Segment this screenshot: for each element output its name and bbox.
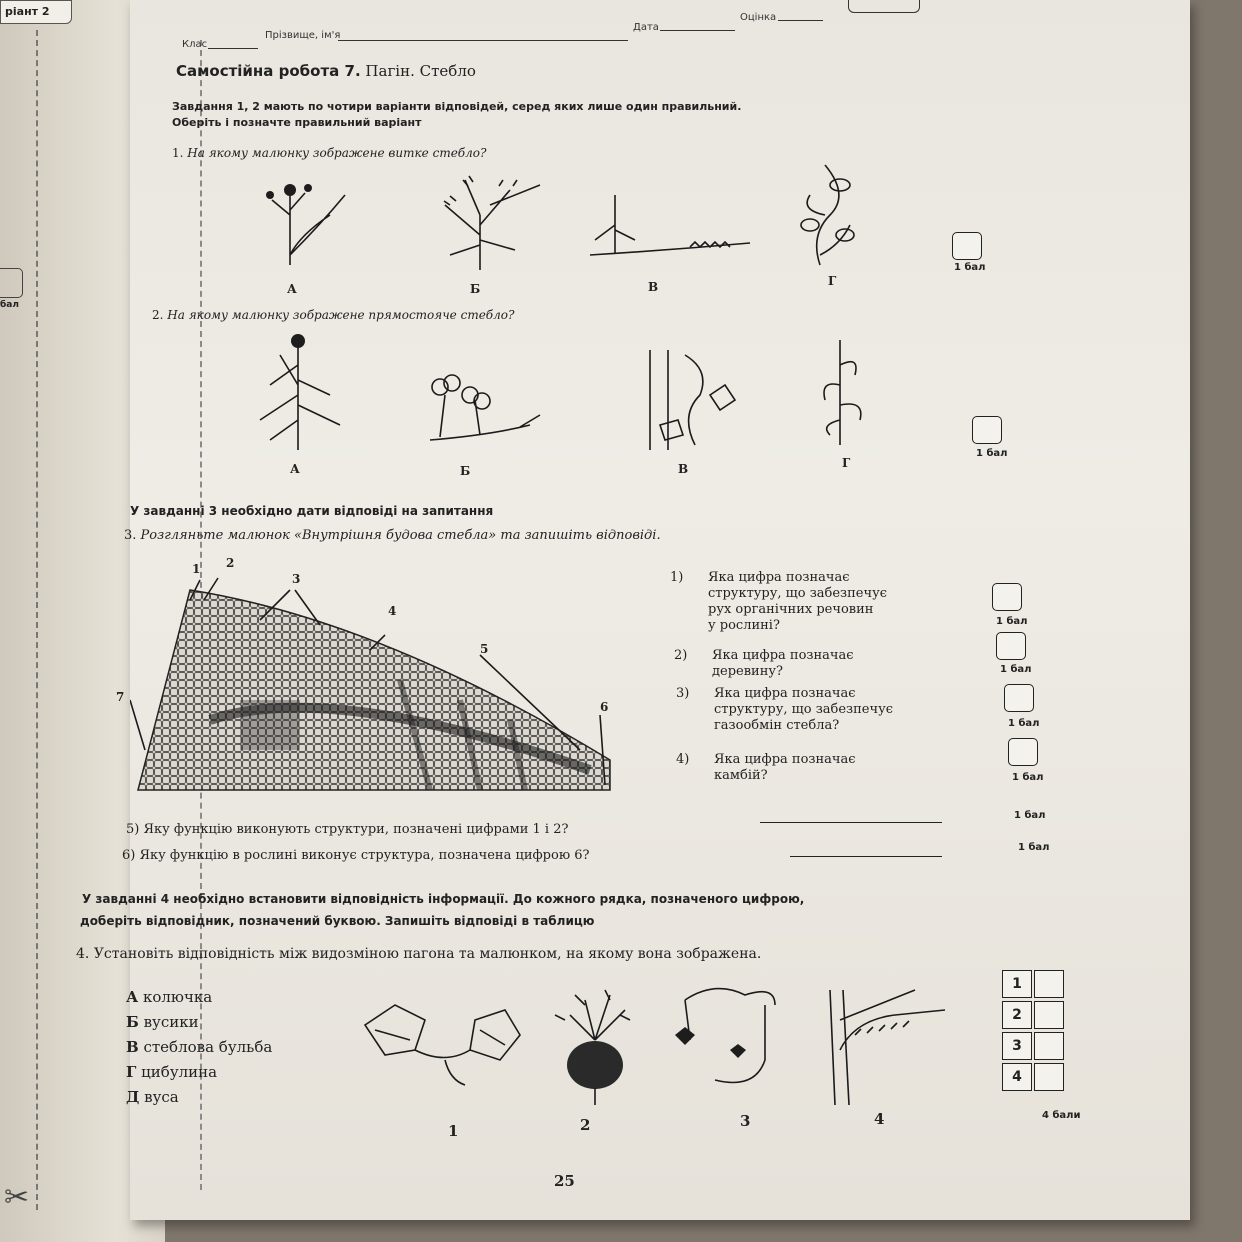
q4-option-e-letter: Д bbox=[126, 1088, 140, 1106]
question-1-plants bbox=[250, 155, 890, 280]
q3-sub-2 bbox=[674, 648, 854, 680]
q3-sub-2-number: 2) bbox=[674, 648, 688, 663]
q4-table-row-4-number: 4 bbox=[1002, 1063, 1032, 1091]
plant-c-icon bbox=[590, 195, 750, 255]
q4-table-row-1 bbox=[1002, 970, 1064, 998]
q3-question-5 bbox=[126, 822, 568, 838]
q3-sub-1-line-3: рух органічних речовин bbox=[708, 602, 874, 617]
question-2-plants bbox=[240, 325, 880, 455]
diagram-label-3: 3 bbox=[292, 572, 301, 586]
diagram-label-5: 5 bbox=[480, 642, 489, 656]
q1-points: 1 бал bbox=[954, 262, 986, 273]
left-page-cut-line bbox=[36, 30, 38, 1210]
instruction-1: Завдання 1, 2 мають по чотири варіанти відповідей, серед яких лише один правильний. bbox=[172, 100, 742, 113]
instruction-4b: доберіть відповідник, позначений буквою. Запишіть відповіді в таблицю bbox=[80, 914, 595, 928]
q2-label-b: Б bbox=[460, 464, 471, 478]
left-page-points: бал bbox=[0, 300, 19, 310]
q3-sub-3 bbox=[676, 686, 893, 734]
q3-sub-2-line-2: деревину? bbox=[712, 664, 783, 679]
plant-d-icon bbox=[801, 165, 854, 265]
q4-answer-table bbox=[1002, 970, 1064, 1091]
q4-option-e bbox=[126, 1085, 272, 1110]
q4-options bbox=[126, 985, 272, 1110]
q3-sub-3-line-3: газообмін стебла? bbox=[714, 718, 840, 733]
q4-option-b-text: вусики bbox=[143, 1013, 199, 1031]
grade-label: Оцінка bbox=[740, 12, 777, 23]
q3-sub-4-number: 4) bbox=[676, 752, 690, 767]
diagram-label-7: 7 bbox=[116, 690, 125, 704]
q4-option-d bbox=[126, 1060, 272, 1085]
q3-sub-3-points: 1 бал bbox=[1008, 718, 1040, 729]
date-label: Дата bbox=[633, 22, 659, 33]
q3-sub-1-line-1: Яка цифра позначає bbox=[708, 570, 850, 585]
q3-sub-4-points: 1 бал bbox=[1012, 772, 1044, 783]
q4-pic-2-icon bbox=[555, 990, 630, 1105]
q4-table-row-3 bbox=[1002, 1032, 1064, 1060]
q3-question-6 bbox=[122, 848, 590, 864]
q3-sub-4-line-2: камбій? bbox=[714, 768, 768, 783]
plant-2a-icon bbox=[260, 334, 340, 450]
q4-option-d-letter: Г bbox=[126, 1063, 137, 1081]
q3-sub-1 bbox=[670, 570, 887, 634]
q6-points: 1 бал bbox=[1018, 842, 1050, 853]
q4-pic-3-icon bbox=[675, 989, 775, 1083]
q3-sub-1-answer-box[interactable] bbox=[992, 583, 1022, 611]
page-title bbox=[176, 62, 476, 80]
q3-sub-2-answer-box[interactable] bbox=[996, 632, 1026, 660]
q3-sub-2-line-1: Яка цифра позначає bbox=[712, 648, 854, 663]
question-2-text: На якому малюнку зображене прямостояче стебло? bbox=[167, 308, 515, 322]
q2-label-d: Г bbox=[842, 456, 851, 470]
plant-b-icon bbox=[444, 176, 540, 270]
class-field[interactable] bbox=[208, 48, 258, 49]
question-2-number: 2. bbox=[152, 308, 164, 322]
instruction-3: У завданні 3 необхідно дати відповіді на запитання bbox=[130, 504, 494, 518]
stem-structure-diagram bbox=[130, 560, 640, 800]
q2-label-a: А bbox=[290, 462, 300, 476]
q4-pic-1-icon bbox=[365, 1005, 520, 1085]
q6-answer-line[interactable] bbox=[790, 856, 942, 857]
q6-number: 6) bbox=[122, 848, 136, 863]
title-bold: Самостійна робота 7. bbox=[176, 62, 361, 80]
q4-option-c-letter: В bbox=[126, 1038, 139, 1056]
q4-option-d-text: цибулина bbox=[141, 1063, 218, 1081]
left-page-variant-tab: ріант 2 bbox=[0, 0, 72, 24]
q4-pictures bbox=[355, 980, 955, 1110]
plant-2b-icon bbox=[430, 375, 540, 440]
q4-option-c bbox=[126, 1035, 272, 1060]
q4-points: 4 бали bbox=[1042, 1110, 1081, 1121]
q4-pic-4-icon bbox=[830, 990, 945, 1105]
diagram-label-1: 1 bbox=[192, 562, 201, 576]
q1-label-b: Б bbox=[470, 282, 481, 296]
plant-2c-icon bbox=[650, 350, 735, 450]
q2-answer-box[interactable] bbox=[972, 416, 1002, 444]
q3-sub-2-points: 1 бал bbox=[1000, 664, 1032, 675]
q4-pic-label-3: 3 bbox=[740, 1112, 751, 1130]
q4-table-row-2 bbox=[1002, 1001, 1064, 1029]
question-2 bbox=[152, 308, 514, 322]
question-4-number: 4. bbox=[76, 946, 90, 962]
q4-table-row-3-number: 3 bbox=[1002, 1032, 1032, 1060]
q3-sub-1-line-2: структуру, що забезпечує bbox=[708, 586, 888, 601]
question-4-text: Установіть відповідність між видозміною пагона та малюнком, на якому вона зображена. bbox=[93, 946, 762, 962]
q4-table-row-3-answer[interactable] bbox=[1034, 1032, 1064, 1060]
q2-points: 1 бал bbox=[976, 448, 1008, 459]
q4-table-row-2-number: 2 bbox=[1002, 1001, 1032, 1029]
q4-table-row-2-answer[interactable] bbox=[1034, 1001, 1064, 1029]
date-field[interactable] bbox=[660, 30, 735, 31]
q5-points: 1 бал bbox=[1014, 810, 1046, 821]
grade-field[interactable] bbox=[778, 20, 823, 21]
q3-sub-3-line-2: структуру, що забезпечує bbox=[714, 702, 894, 717]
question-3-number: 3. bbox=[124, 528, 137, 543]
q4-option-a-text: колючка bbox=[143, 988, 213, 1006]
plant-2d-icon bbox=[824, 340, 861, 445]
question-4 bbox=[76, 946, 761, 962]
q4-option-a bbox=[126, 985, 272, 1010]
q3-sub-3-answer-box[interactable] bbox=[1004, 684, 1034, 712]
q4-option-b bbox=[126, 1010, 272, 1035]
q5-text: Яку функцію виконують структури, позначені цифрами 1 і 2? bbox=[143, 822, 569, 837]
q5-answer-line[interactable] bbox=[760, 822, 942, 823]
q3-sub-1-line-4: у рослині? bbox=[708, 618, 780, 633]
q4-pic-label-1: 1 bbox=[448, 1122, 459, 1140]
diagram-label-2: 2 bbox=[226, 556, 235, 570]
q4-option-b-letter: Б bbox=[126, 1013, 139, 1031]
q4-table-row-1-number: 1 bbox=[1002, 970, 1032, 998]
q4-pic-label-4: 4 bbox=[874, 1110, 885, 1128]
q6-text: Яку функцію в рослині виконує структура, позначена цифрою 6? bbox=[139, 848, 590, 863]
worksheet-page bbox=[76, 0, 1190, 1220]
q4-table-row-4-answer[interactable] bbox=[1034, 1063, 1064, 1091]
q3-sub-4-line-1: Яка цифра позначає bbox=[714, 752, 856, 767]
instruction-2: Оберіть і позначте правильний варіант bbox=[172, 116, 422, 129]
q1-label-d: Г bbox=[828, 274, 837, 288]
plant-a-icon bbox=[266, 184, 345, 265]
q4-pic-label-2: 2 bbox=[580, 1116, 591, 1134]
q3-sub-4-answer-box[interactable] bbox=[1008, 738, 1038, 766]
q3-sub-3-number: 3) bbox=[676, 686, 690, 701]
q5-number: 5) bbox=[126, 822, 140, 837]
question-1-number: 1. bbox=[172, 146, 184, 160]
q1-label-a: А bbox=[287, 282, 297, 296]
q3-sub-1-number: 1) bbox=[670, 570, 684, 585]
instruction-4: У завданні 4 необхідно встановити відповідність інформації. До кожного рядка, позначеного цифрою, bbox=[82, 892, 805, 906]
q3-sub-1-points: 1 бал bbox=[996, 616, 1028, 627]
question-3-text: Розгляньте малюнок «Внутрішня будова стебла» та запишіть відповіді. bbox=[140, 528, 661, 543]
diagram-label-4: 4 bbox=[388, 604, 397, 618]
name-label: Прізвище, ім'я bbox=[265, 30, 341, 41]
left-page-answer-box bbox=[0, 268, 23, 298]
q4-table-row-4 bbox=[1002, 1063, 1064, 1091]
q4-option-e-text: вуса bbox=[144, 1088, 179, 1106]
q4-option-c-text: стеблова бульба bbox=[143, 1038, 273, 1056]
scissors-icon: ✂ bbox=[4, 1180, 30, 1215]
q3-sub-4 bbox=[676, 752, 856, 784]
q1-answer-box[interactable] bbox=[952, 232, 982, 260]
question-3 bbox=[124, 528, 661, 543]
q4-option-a-letter: А bbox=[126, 988, 139, 1006]
q3-sub-3-line-1: Яка цифра позначає bbox=[714, 686, 856, 701]
title-rest: Пагін. Стебло bbox=[365, 62, 476, 80]
page-number: 25 bbox=[554, 1172, 575, 1190]
q2-label-c: В bbox=[678, 462, 689, 476]
q1-label-c: В bbox=[648, 280, 659, 294]
name-field[interactable] bbox=[338, 40, 628, 41]
class-label: Клас bbox=[182, 39, 208, 50]
grade-box[interactable] bbox=[848, 0, 920, 13]
question-1-text: На якому малюнку зображене витке стебло? bbox=[187, 146, 487, 160]
q4-table-row-1-answer[interactable] bbox=[1034, 970, 1064, 998]
diagram-label-6: 6 bbox=[600, 700, 609, 714]
